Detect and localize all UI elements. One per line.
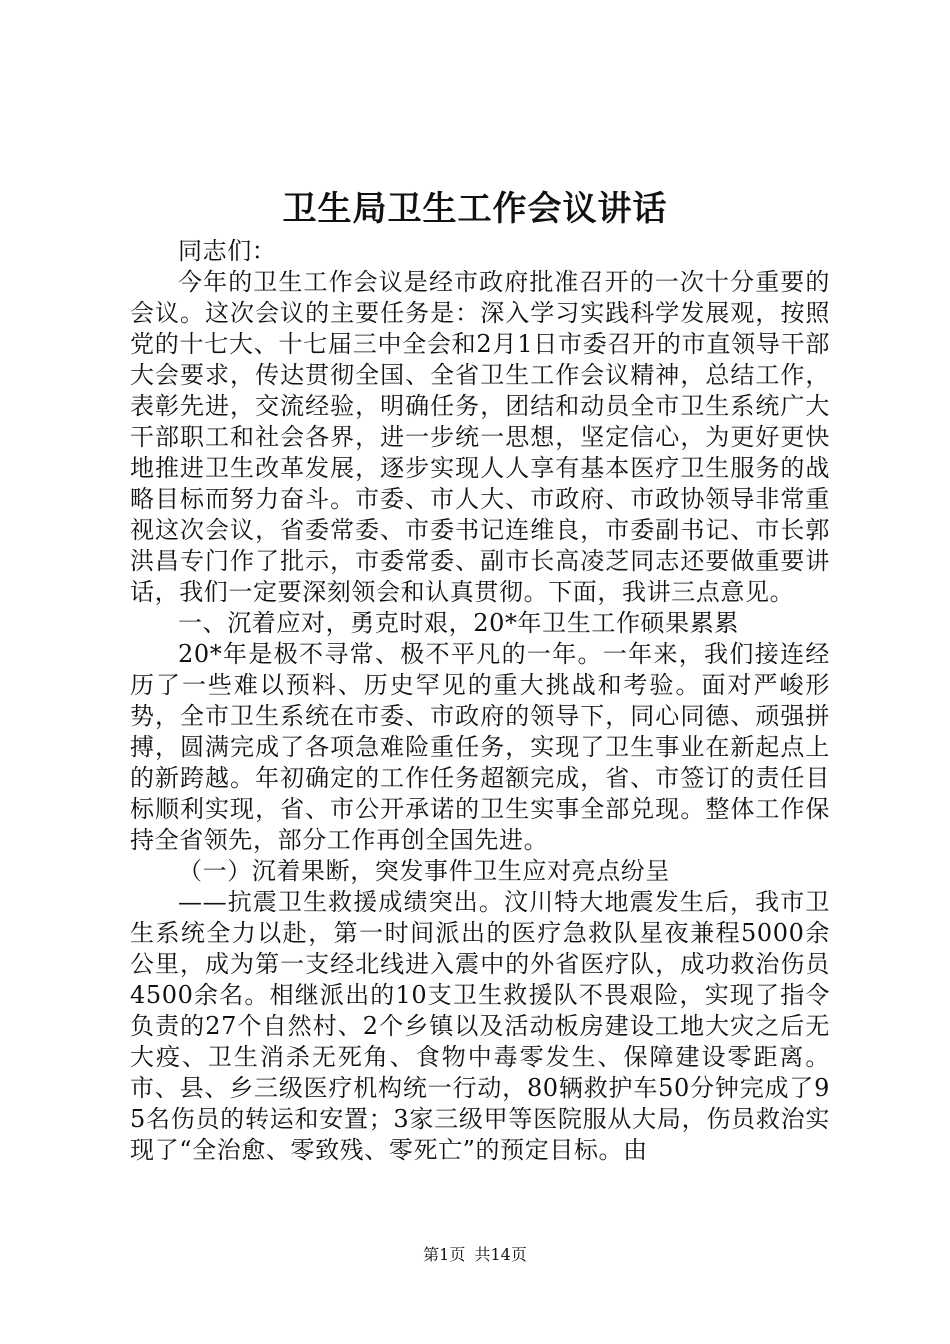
page-number: 第1页	[423, 1245, 466, 1264]
section-heading-1: 一、沉着应对，勇克时艰，20*年卫生工作硕果累累	[178, 609, 739, 637]
document-body	[130, 236, 830, 1166]
paragraph-intro: 今年的卫生工作会议是经市政府批准召开的一次十分重要的会议。这次会议的主要任务是：深入学习实践科学发展观，按照党的十七大、十七届三中全会和2月1日市委召开的市直领导干部大会要求，传达贯彻全国、全省卫生工作会议精神，总结工作，表彰先进，交流经验，明确任务，团结和动员全市卫生系统广大干部职工和社会各界，进一步统一思想，坚定信心，为更好更快地推进卫生改革发展，逐步实现人人享有基本医疗卫生服务的战略目标而努力奋斗。市委、市人大、市政府、市政协领导非常重视这次会议，省委常委、市委书记连维良，市委副书记、市长郭洪昌专门作了批示，市委常委、副市长高凌芝同志还要做重要讲话，我们一定要深刻领会和认真贯彻。下面，我讲三点意见。	[130, 268, 830, 606]
page-total: 共14页	[474, 1245, 527, 1264]
page-footer	[0, 1244, 950, 1266]
paragraph-salutation: 同志们：	[178, 237, 277, 265]
paragraph-earthquake-relief: ——抗震卫生救援成绩突出。汶川特大地震发生后，我市卫生系统全力以赴，第一时间派出的医疗急救队星夜兼程5000余公里，成为第一支经北线进入震中的外省医疗队，成功救治伤员4500余名。相继派出的10支卫生救援队不畏艰险，实现了指令负责的27个自然村、2个乡镇以及活动板房建设工地大灾之后无大疫、卫生消杀无死角、食物中毒零发生、保障建设零距离。市、县、乡三级医疗机构统一行动，80辆救护车50分钟完成了95名伤员的转运和安置；3家三级甲等医院服从大局，伤员救治实现了“全治愈、零致残、零死亡”的预定目标。由	[130, 888, 830, 1164]
document-title: 卫生局卫生工作会议讲话	[282, 189, 668, 229]
paragraph-review: 20*年是极不寻常、极不平凡的一年。一年来，我们接连经历了一些难以预料、历史罕见的重大挑战和考验。面对严峻形势，全市卫生系统在市委、市政府的领导下，同心同德、顽强拼搏，圆满完成了各项急难险重任务，实现了卫生事业在新起点上的新跨越。年初确定的工作任务超额完成，省、市签订的责任目标顺利实现，省、市公开承诺的卫生实事全部兑现。整体工作保持全省领先，部分工作再创全国先进。	[130, 640, 830, 854]
subsection-heading-1: （一）沉着果断，突发事件卫生应对亮点纷呈	[178, 857, 670, 885]
